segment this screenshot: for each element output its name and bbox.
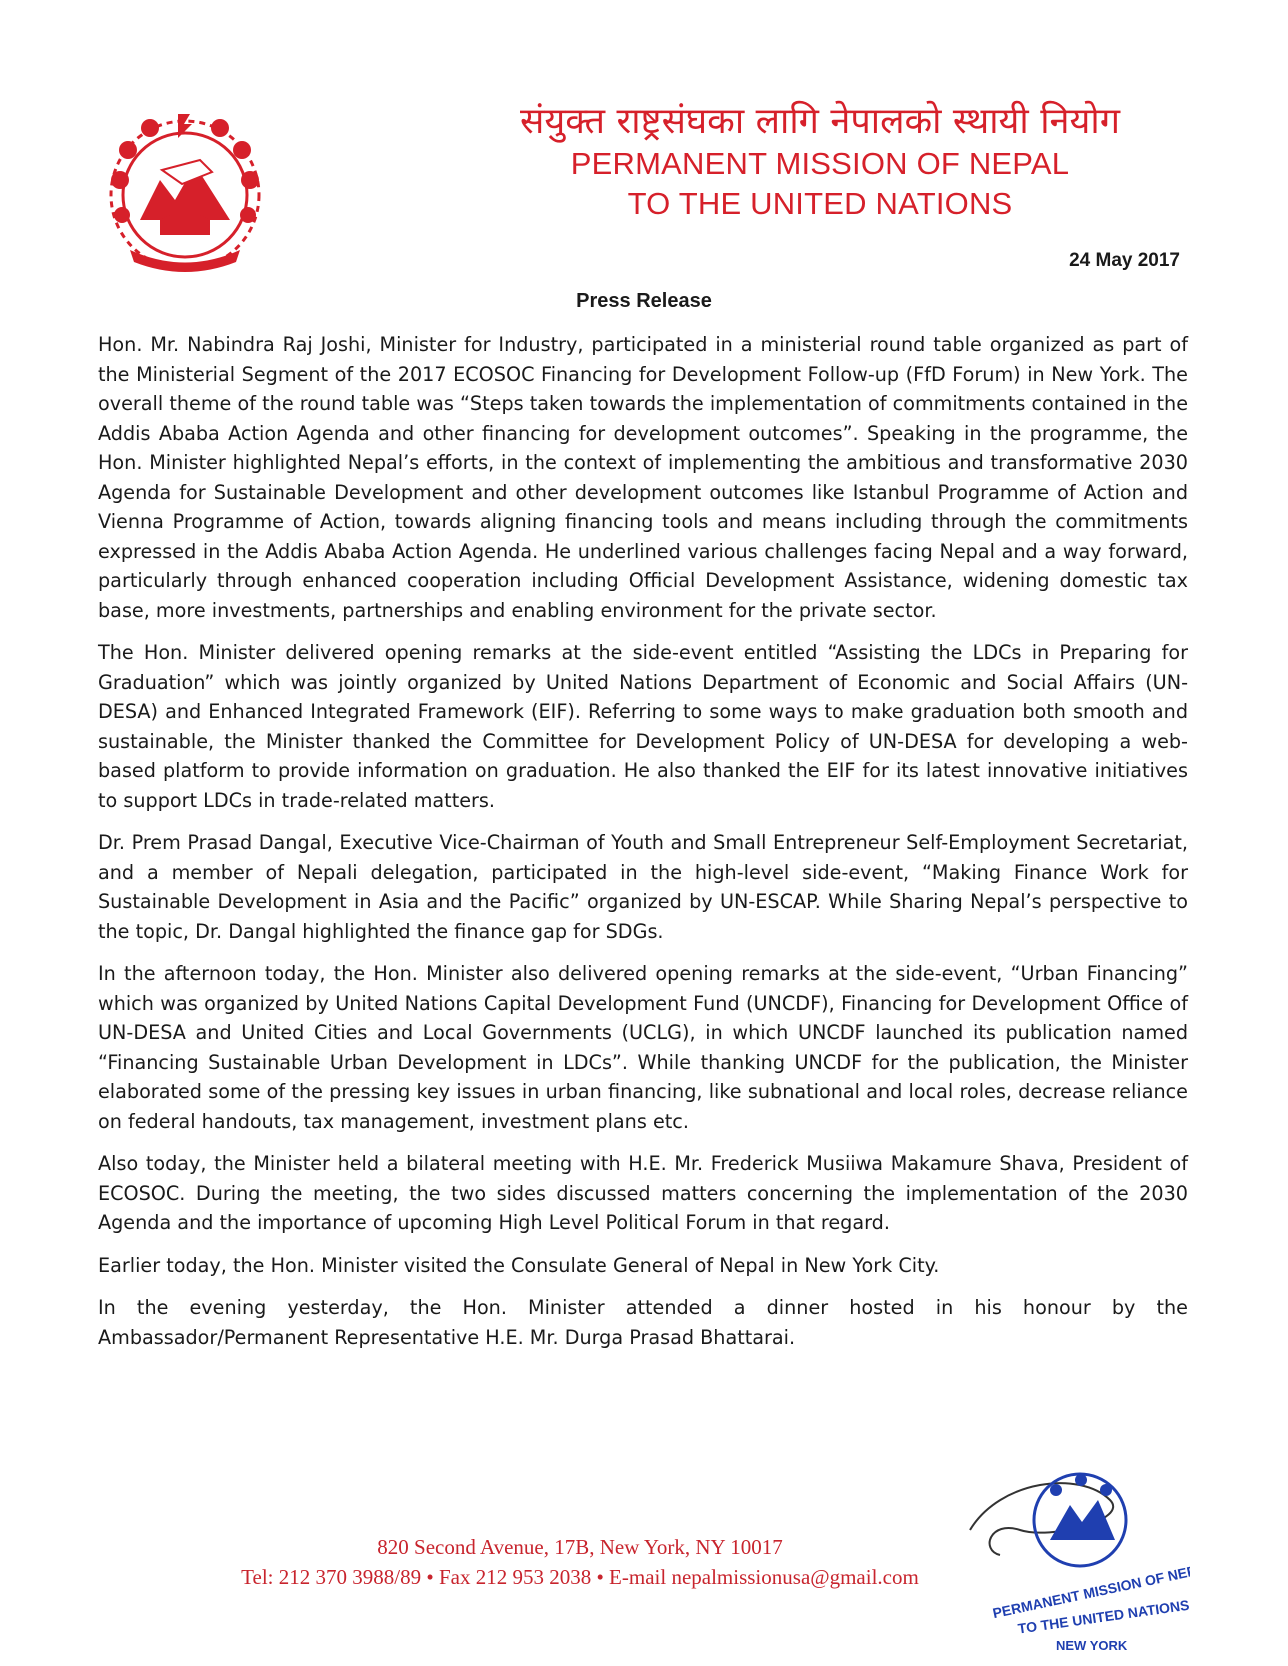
footer-contact: Tel: 212 370 3988/89 • Fax 212 953 2038 • E-mail nepalmissionusa@gmail.com bbox=[241, 1565, 919, 1589]
title-line-1: PERMANENT MISSION OF NEPAL bbox=[570, 146, 1070, 181]
svg-text:TO THE UNITED NATIONS: TO THE UNITED NATIONS bbox=[1016, 1596, 1190, 1637]
paragraph-1: Hon. Mr. Nabindra Raj Joshi, Minister for Industry, participated in a ministerial round table organized as part of the Ministerial Segment of the 2017 ECOSOC Financing for Development Follow-up (FfD Forum) in New York. The overall theme of the round table was “Steps taken towards the implementation of commitments contained in the Addis Ababa Action Agenda and other financing for development outcomes”. Speaking in the programme, the Hon. Minister highlighted Nepal’s efforts, in the context of implementing the ambitious and transformative 2030 Agenda for Sustainable Development and other development outcomes like Istanbul Programme of Action and Vienna Programme of Action, towards aligning financing tools and means including through the commitments expressed in the Addis Ababa Action Agenda. He underlined various challenges facing Nepal and a way forward, particularly through enhanced cooperation including Official Development Assistance, widening domestic tax base, more investments, partnerships and enabling environment for the private sector. bbox=[98, 333, 1188, 622]
letterhead bbox=[440, 100, 1200, 224]
paragraph-5: Also today, the Minister held a bilateral meeting with H.E. Mr. Frederick Musiiwa Makamure Shava, President of ECOSOC. During the meeting, the two sides discussed matters concerning the implementation of the 2030 Agenda and the importance of upcoming High Level Political Forum in that regard. bbox=[98, 1152, 1188, 1234]
title-line-2: TO THE UNITED NATIONS bbox=[627, 186, 1013, 221]
press-release-heading: Press Release bbox=[576, 290, 712, 312]
paragraph-2: The Hon. Minister delivered opening remarks at the side-event entitled “Assisting the LDCs in Preparing for Graduation” which was jointly organized by United Nations Department of Economic and Social Affairs (UN-DESA) and Enhanced Integrated Framework (EIF). Referring to some ways to make graduation both smooth and sustainable, the Minister thanked the Committee for Development Policy of UN-DESA for developing a web-based platform to provide information on graduation. He also thanked the EIF for its latest innovative initiatives to support LDCs in trade-related matters. bbox=[98, 641, 1188, 812]
footer bbox=[200, 1532, 960, 1592]
paragraph-6: Earlier today, the Hon. Minister visited the Consulate General of Nepal in New York City. bbox=[98, 1253, 940, 1277]
nepal-coat-of-arms-icon bbox=[100, 110, 270, 280]
press-release-body bbox=[98, 330, 1188, 1365]
paragraph-3: Dr. Prem Prasad Dangal, Executive Vice-Chairman of Youth and Small Entrepreneur Self-Employment Secretariat, and a member of Nepali delegation, participated in the high-level side-event, “Making Finance Work for Sustainable Development in Asia and the Pacific” organized by UN-ESCAP. While Sharing Nepal’s perspective to the topic, Dr. Dangal highlighted the finance gap for SDGs. bbox=[98, 831, 1188, 943]
document-date: 24 May 2017 bbox=[1069, 250, 1180, 271]
devanagari-title: संयुक्त राष्ट्रसंघका लागि नेपालको स्थायी नियोग bbox=[520, 101, 1120, 142]
svg-text:NEW YORK: NEW YORK bbox=[1056, 1638, 1128, 1653]
svg-text:PERMANENT MISSION OF NEPAL: PERMANENT MISSION OF NEPAL bbox=[991, 1558, 1190, 1622]
paragraph-4: In the afternoon today, the Hon. Minister also delivered opening remarks at the side-event, “Urban Financing” which was organized by United Nations Capital Development Fund (UNCDF), Financing for Development Office of UN-DESA and United Cities and Local Governments (UCLG), in which UNCDF launched its publication named “Financing Sustainable Urban Development in LDCs”. While thanking UNCDF for the publication, the Minister elaborated some of the pressing key issues in urban financing, like subnational and local roles, decrease reliance on federal handouts, tax management, investment plans etc. bbox=[98, 962, 1188, 1133]
footer-address: 820 Second Avenue, 17B, New York, NY 10017 bbox=[377, 1535, 783, 1559]
paragraph-7: In the evening yesterday, the Hon. Minister attended a dinner hosted in his honour by the Ambassador/Permanent Representative H.E. Mr. Durga Prasad Bhattarai. bbox=[98, 1296, 1188, 1349]
official-seal-icon bbox=[960, 1460, 1190, 1660]
